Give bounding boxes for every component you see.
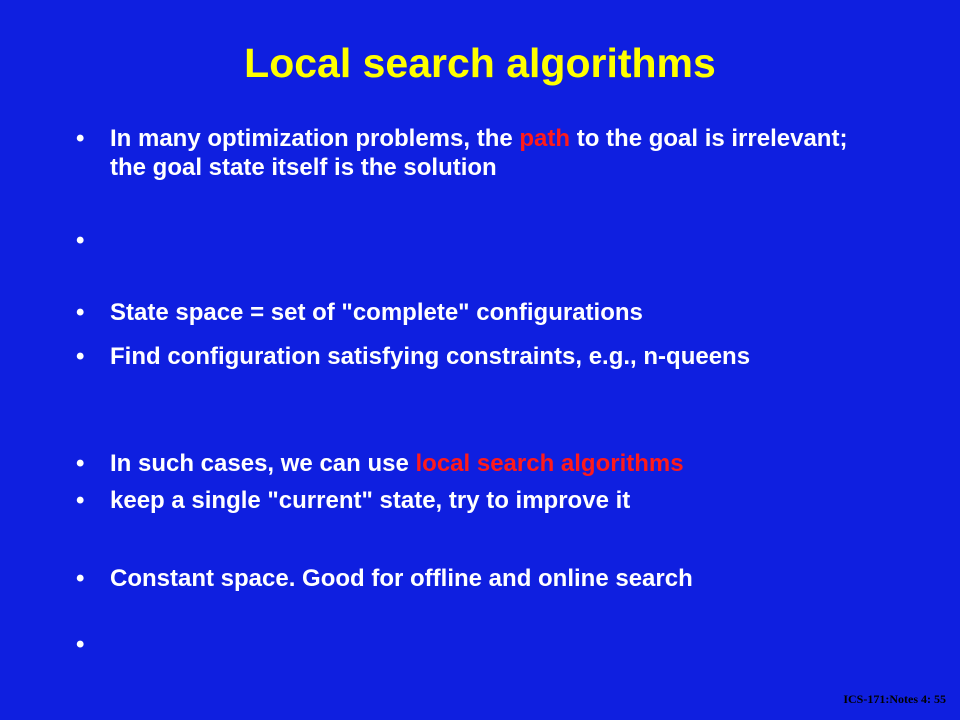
bullet-marker: •: [76, 565, 85, 592]
slide-footer: ICS-171:Notes 4: 55: [843, 692, 946, 706]
bullet-marker: •: [76, 450, 85, 477]
bullet-marker: •: [76, 299, 85, 326]
bullet-text: Constant space. Good for offline and online search: [110, 565, 693, 592]
bullet-marker: •: [76, 631, 85, 658]
bullet-text: In many optimization problems, the path to the goal is irrelevant; the goal state itself is the solution: [110, 125, 848, 181]
bullet-marker: •: [76, 125, 85, 152]
slide-title: Local search algorithms: [244, 40, 716, 86]
bullet-text: In such cases, we can use local search algorithms: [110, 450, 684, 477]
bullet-text: Find configuration satisfying constraints, e.g., n-queens: [110, 343, 751, 370]
bullet-marker: •: [76, 343, 85, 370]
highlight-local-search: local search algorithms: [415, 450, 684, 477]
bullet-text: State space = set of "complete" configurations: [110, 299, 643, 326]
bullet-marker: •: [76, 487, 85, 514]
bullet-text: keep a single "current" state, try to improve it: [110, 487, 631, 514]
bullet-marker: •: [76, 227, 85, 254]
highlight-path: path: [519, 125, 571, 152]
